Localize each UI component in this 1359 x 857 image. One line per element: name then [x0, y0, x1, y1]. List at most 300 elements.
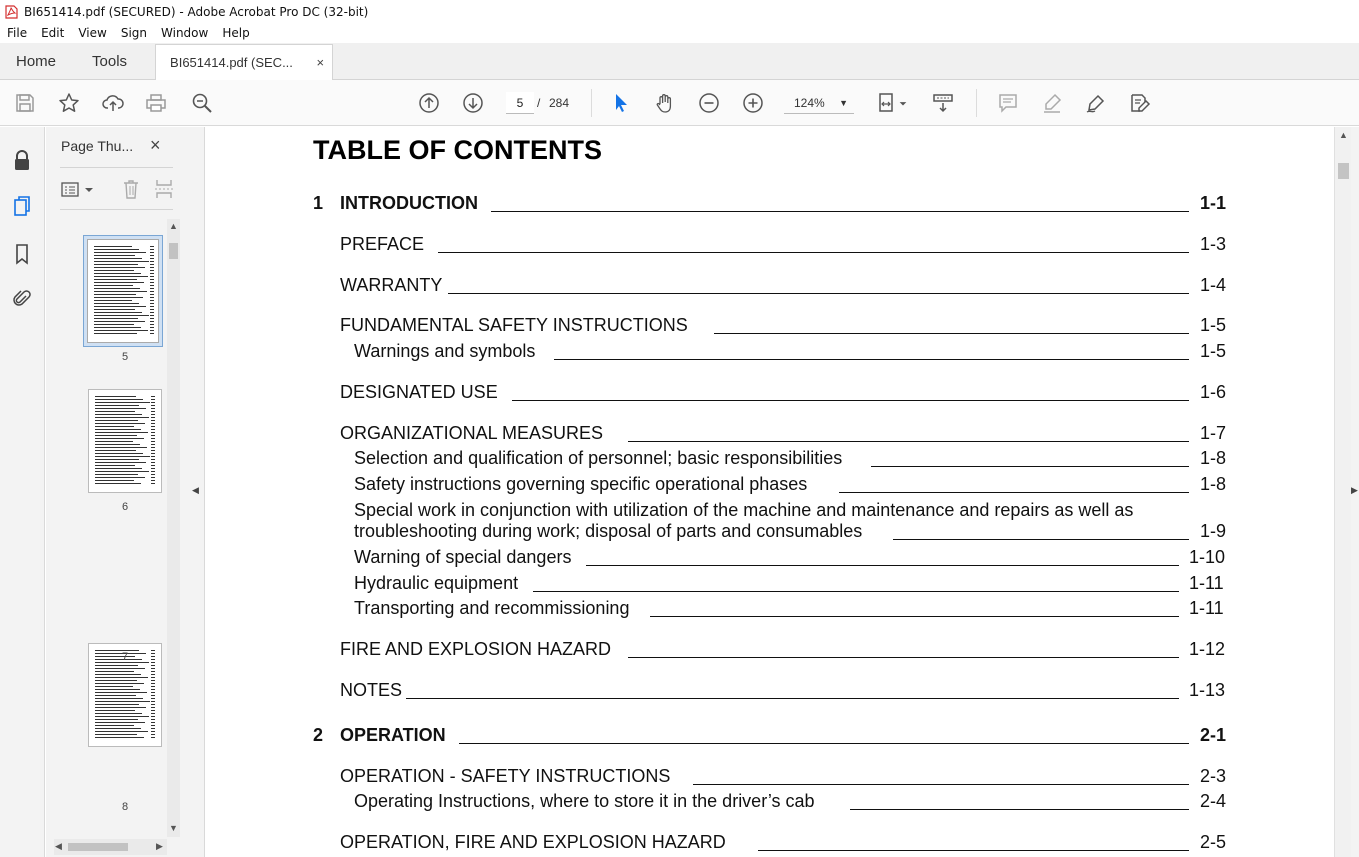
thumbnail-text-line — [151, 722, 155, 723]
toc-entry-link[interactable]: PREFACE — [340, 234, 425, 254]
thumbnail-text-line — [95, 441, 133, 442]
thumbnail-text-line — [151, 731, 155, 732]
thumbnail-text-line — [95, 713, 142, 714]
thumbnail-text-line — [151, 710, 155, 711]
thumbnail-text-line — [150, 261, 154, 262]
thumbnail-text-line — [95, 396, 136, 397]
toc-page-ref: 1-12 — [1189, 639, 1226, 659]
thumbnail-text-line — [94, 279, 137, 280]
toc-page-ref: 1-11 — [1189, 573, 1224, 593]
thumbnail-text-line — [151, 734, 155, 735]
toc-page-ref: 2-1 — [1200, 725, 1227, 745]
toc-leader-line — [650, 616, 1179, 617]
thumbnail-text-line — [151, 444, 155, 445]
toc-leader-line — [839, 492, 1189, 493]
toc-leader-line — [533, 591, 1179, 592]
thumbnail-text-line — [151, 468, 155, 469]
scroll-left-icon[interactable]: ◀ — [55, 841, 62, 851]
tab-close-icon[interactable]: × — [316, 55, 325, 70]
thumbnail-text-line — [151, 671, 155, 672]
page-thumbnails-panel — [46, 127, 185, 857]
bookmark-icon[interactable] — [10, 242, 34, 266]
thumbnail-text-line — [95, 674, 141, 675]
menu-help[interactable]: Help — [222, 26, 250, 40]
thumbnail-text-line — [94, 285, 133, 286]
thumbnail-text-line — [94, 297, 143, 298]
select-cursor-icon[interactable] — [609, 91, 633, 115]
thumbnail-text-line — [151, 405, 155, 406]
thumbnail-text-line — [151, 474, 155, 475]
thumbnail-text-line — [95, 716, 149, 717]
thumbnail-text-line — [150, 258, 154, 259]
toc-leader-line — [628, 441, 1189, 442]
thumbnail-text-line — [151, 450, 155, 451]
toc-leader-line — [893, 539, 1189, 540]
panel-divider — [60, 209, 173, 210]
thumbnail-text-line — [151, 704, 155, 705]
pdf-app-icon — [4, 5, 18, 19]
thumbnail-text-line — [94, 264, 138, 265]
thumbnail-hscrollbar[interactable] — [54, 839, 167, 855]
toc-section-number: 1 — [313, 193, 324, 213]
thumbnail-text-line — [151, 728, 155, 729]
page-thumbnail-label: 5 — [121, 351, 129, 363]
thumbnail-text-line — [150, 282, 154, 283]
page-thumbnail[interactable] — [83, 235, 163, 347]
thumbnail-text-line — [151, 447, 155, 448]
toc-entry-link[interactable]: Special work in conjunction with utilization of the machine and maintenance and repairs as well as — [354, 500, 1134, 520]
toc-entry-link[interactable]: Operating Instructions, where to store it in the driver’s cab — [354, 791, 815, 811]
thumbnail-text-line — [151, 432, 155, 433]
thumbnail-text-line — [151, 725, 155, 726]
thumbnail-text-line — [150, 294, 154, 295]
thumbnail-text-line — [151, 396, 155, 397]
scroll-up-icon[interactable]: ▲ — [1339, 130, 1348, 140]
thumbnail-text-line — [151, 665, 155, 666]
next-page-icon[interactable] — [461, 91, 485, 115]
list-options-icon — [61, 181, 97, 199]
menu-edit[interactable]: Edit — [41, 26, 65, 40]
thumbnail-text-line — [150, 288, 154, 289]
thumbnail-text-line — [95, 453, 143, 454]
page-total: 284 — [549, 96, 570, 110]
scrollbar-thumb[interactable] — [68, 843, 128, 851]
extract-pages-icon[interactable] — [154, 178, 174, 200]
toc-page-ref: 1-1 — [1200, 193, 1227, 213]
zoom-out-icon[interactable] — [697, 91, 721, 115]
thumbnail-text-line — [150, 291, 154, 292]
toc-section-number: 2 — [313, 725, 324, 745]
thumbnail-text-line — [94, 324, 134, 325]
thumbnail-text-line — [95, 665, 138, 666]
window-title: BI651414.pdf (SECURED) - Adobe Acrobat Pro DC (32-bit) — [24, 4, 369, 19]
thumbnail-text-line — [95, 683, 144, 684]
thumbnail-text-line — [151, 408, 155, 409]
thumbnail-text-line — [95, 435, 137, 436]
thumbnail-text-line — [151, 674, 155, 675]
thumbnail-text-line — [95, 719, 138, 720]
thumbnail-text-line — [151, 677, 155, 678]
toc-leader-line — [491, 211, 1189, 212]
thumbnail-text-line — [95, 695, 136, 696]
thumbnail-text-line — [151, 480, 155, 481]
thumbnail-text-line — [151, 683, 155, 684]
thumbnail-text-line — [151, 459, 155, 460]
thumbnail-text-line — [151, 435, 155, 436]
thumbnail-text-line — [150, 264, 154, 265]
panel-title: Page Thu... — [61, 138, 134, 154]
thumbnail-text-line — [95, 462, 146, 463]
thumbnail-text-line — [94, 318, 138, 319]
thumbnail-text-line — [95, 701, 150, 702]
thumbnail-text-line — [95, 474, 138, 475]
toc-page-ref: 1-10 — [1189, 547, 1226, 567]
thumbnail-text-line — [151, 423, 155, 424]
thumbnail-text-line — [95, 734, 137, 735]
thumbnail-options-menu[interactable] — [61, 179, 97, 201]
toc-entry-link[interactable]: OPERATION - SAFETY INSTRUCTIONS — [340, 766, 671, 786]
left-rail — [0, 127, 45, 857]
thumbnail-text-line — [151, 662, 155, 663]
thumbnail-text-line — [151, 438, 155, 439]
thumbnail-text-line — [95, 459, 139, 460]
thumbnail-text-line — [94, 270, 134, 271]
edit-text-icon[interactable] — [1128, 91, 1152, 115]
thumbnail-text-line — [150, 273, 154, 274]
thumbnail-text-line — [151, 737, 155, 738]
thumbnail-text-line — [95, 456, 150, 457]
thumbnail-text-line — [151, 656, 155, 657]
thumbnail-text-line — [95, 722, 145, 723]
thumbnail-text-line — [150, 255, 154, 256]
toc-page-ref: 1-8 — [1200, 474, 1227, 494]
scroll-up-icon[interactable]: ▲ — [169, 221, 178, 231]
thumbnail-text-line — [95, 399, 143, 400]
thumbnail-text-line — [150, 285, 154, 286]
toc-page-ref: 1-6 — [1200, 382, 1227, 402]
thumbnail-text-line — [151, 417, 155, 418]
toolbar-divider — [976, 89, 977, 117]
thumbnail-text-line — [151, 713, 155, 714]
thumbnail-text-line — [150, 246, 154, 247]
toc-leader-line — [459, 743, 1189, 744]
toc-leader-line — [448, 293, 1189, 294]
expand-right-icon: ▶ — [1351, 485, 1358, 495]
thumbnail-text-line — [95, 468, 142, 469]
toc-leader-line — [758, 850, 1189, 851]
tab-home[interactable]: Home — [16, 52, 57, 70]
thumbnail-text-line — [95, 689, 140, 690]
toc-entry-link[interactable]: NOTES — [340, 680, 403, 700]
thumbnail-text-line — [94, 315, 149, 316]
draw-pen-icon[interactable] — [1084, 91, 1108, 115]
toc-leader-line — [850, 809, 1189, 810]
toc-entry-link[interactable]: ORGANIZATIONAL MEASURES — [340, 423, 604, 443]
toc-leader-line — [693, 784, 1189, 785]
delete-page-icon[interactable] — [121, 178, 141, 200]
zoom-level-value: 124% — [794, 96, 825, 110]
thumbnail-text-line — [151, 411, 155, 412]
toc-entry-link[interactable]: FUNDAMENTAL SAFETY INSTRUCTIONS — [340, 315, 688, 335]
thumbnail-text-line — [151, 680, 155, 681]
tab-tools[interactable]: Tools — [92, 52, 128, 70]
thumbnail-text-line — [150, 324, 154, 325]
thumbnail-text-line — [151, 653, 155, 654]
thumbnail-text-line — [150, 303, 154, 304]
thumbnail-text-line — [151, 668, 155, 669]
document-scrollbar[interactable] — [1334, 127, 1351, 857]
thumbnail-text-line — [151, 477, 155, 478]
scroll-mode-icon[interactable] — [931, 91, 955, 115]
toc-entry-link[interactable]: FIRE AND EXPLOSION HAZARD — [340, 639, 612, 659]
thumbnail-text-line — [151, 465, 155, 466]
thumbnail-text-line — [150, 309, 154, 310]
toc-page-ref: 1-11 — [1189, 598, 1224, 618]
thumbnail-text-line — [95, 429, 141, 430]
toc-page-ref: 1-13 — [1189, 680, 1226, 700]
thumbnail-text-line — [95, 728, 141, 729]
thumbnail-text-line — [94, 300, 132, 301]
thumbnail-text-line — [151, 453, 155, 454]
thumbnail-text-line — [95, 423, 145, 424]
toc-leader-line — [871, 466, 1189, 467]
toc-section-link[interactable]: OPERATION — [340, 725, 446, 745]
thumbnail-text-line — [94, 327, 141, 328]
page-thumbnail[interactable] — [88, 389, 162, 493]
toc-entry-link[interactable]: Warning of special dangers — [354, 547, 572, 567]
thumbnail-text-line — [151, 420, 155, 421]
print-icon[interactable] — [144, 91, 168, 115]
thumbnail-text-line — [95, 692, 147, 693]
page-thumbnail-image — [87, 239, 159, 343]
toc-leader-line — [406, 698, 1179, 699]
thumbnail-text-line — [95, 411, 135, 412]
thumbnail-text-line — [150, 270, 154, 271]
thumbnail-scrollbar[interactable] — [167, 219, 180, 837]
thumbnail-text-line — [95, 668, 145, 669]
toc-page-ref: 2-4 — [1200, 791, 1227, 811]
menu-file[interactable]: File — [7, 26, 28, 40]
thumbnail-text-line — [151, 429, 155, 430]
thumbnail-text-line — [94, 312, 142, 313]
thumbnail-text-line — [151, 707, 155, 708]
toc-page-ref: 2-3 — [1200, 766, 1227, 786]
thumbnail-text-line — [95, 704, 139, 705]
thumbnail-text-line — [150, 297, 154, 298]
toc-entry-link[interactable]: Selection and qualification of personnel; basic responsibilities — [354, 448, 843, 468]
thumbnail-text-line — [95, 408, 146, 409]
thumbnail-text-line — [151, 483, 155, 484]
toolbar — [0, 80, 1359, 126]
toc-page-ref: 1-5 — [1200, 315, 1227, 335]
page-separator: / — [537, 96, 541, 110]
thumbnail-text-line — [150, 249, 154, 250]
thumbnail-text-line — [151, 686, 155, 687]
thumbnail-text-line — [94, 282, 144, 283]
thumbnail-text-line — [95, 420, 138, 421]
thumbnail-text-line — [151, 650, 155, 651]
thumbnail-text-line — [151, 716, 155, 717]
toc-page-ref: 1-8 — [1200, 448, 1227, 468]
thumbnail-text-line — [151, 414, 155, 415]
thumbnail-text-line — [95, 680, 137, 681]
document-view[interactable] — [206, 127, 1334, 857]
scroll-down-icon[interactable]: ▼ — [169, 823, 178, 833]
thumbnail-text-line — [95, 671, 134, 672]
toc-page-ref: 1-4 — [1200, 275, 1227, 295]
panel-close-icon[interactable]: × — [150, 135, 161, 155]
thumbnail-text-line — [150, 267, 154, 268]
thumbnail-text-line — [95, 450, 136, 451]
thumbnail-text-line — [150, 276, 154, 277]
collapse-left-icon: ◀ — [192, 485, 199, 495]
page-fit-chevron-icon[interactable] — [897, 91, 909, 115]
thumbnail-text-line — [95, 405, 139, 406]
right-pane-handle[interactable] — [1351, 127, 1359, 857]
thumbnail-text-line — [94, 273, 141, 274]
thumbnail-text-line — [151, 692, 155, 693]
thumbnail-text-line — [150, 252, 154, 253]
thumbnail-text-line — [151, 698, 155, 699]
thumbnail-text-line — [151, 441, 155, 442]
previous-page-icon[interactable] — [417, 91, 441, 115]
page-thumbnails-icon[interactable] — [10, 194, 34, 218]
save-icon[interactable] — [13, 91, 37, 115]
toc-section-link[interactable]: INTRODUCTION — [340, 193, 478, 213]
thumbnail-text-line — [95, 480, 134, 481]
thumbnail-text-line — [94, 261, 149, 262]
chevron-down-icon: ▼ — [839, 98, 848, 108]
tab-document[interactable] — [155, 44, 333, 80]
tab-document-label: BI651414.pdf (SEC... — [170, 55, 293, 70]
thumbnail-text-line — [150, 333, 154, 334]
menu-sign[interactable]: Sign — [120, 26, 148, 40]
page-thumbnail-label: 7 — [121, 651, 129, 663]
thumbnail-text-line — [95, 444, 140, 445]
thumbnail-text-line — [151, 719, 155, 720]
toc-page-ref: 1-7 — [1200, 423, 1227, 443]
thumbnail-text-line — [151, 701, 155, 702]
thumbnail-text-line — [94, 330, 148, 331]
toc-entry-link[interactable]: WARRANTY — [340, 275, 443, 295]
page-number-input[interactable]: 5 — [506, 92, 534, 114]
panel-divider — [60, 167, 173, 168]
hand-tool-icon[interactable] — [653, 91, 677, 115]
thumbnail-text-line — [150, 327, 154, 328]
thumbnail-text-line — [95, 707, 146, 708]
toc-entry-link[interactable]: Transporting and recommissioning — [354, 598, 630, 618]
zoom-search-icon[interactable] — [190, 91, 214, 115]
thumbnail-text-line — [150, 318, 154, 319]
thumbnail-text-line — [151, 456, 155, 457]
thumbnail-text-line — [94, 258, 142, 259]
thumbnail-text-line — [95, 483, 141, 484]
thumbnail-text-line — [95, 432, 148, 433]
thumbnail-text-line — [95, 710, 135, 711]
thumbnail-text-line — [95, 725, 134, 726]
toc-leader-line — [554, 359, 1189, 360]
toc-leader-line — [512, 400, 1189, 401]
panel-collapse-handle[interactable] — [185, 127, 205, 857]
thumbnail-text-line — [94, 333, 137, 334]
toc-page-ref: 1-5 — [1200, 341, 1227, 361]
thumbnail-text-line — [94, 303, 139, 304]
thumbnail-text-line — [95, 677, 148, 678]
menu-view[interactable]: View — [78, 26, 107, 40]
menu-window[interactable]: Window — [161, 26, 209, 40]
toc-title: TABLE OF CONTENTS — [313, 135, 602, 165]
zoom-level-dropdown[interactable] — [784, 92, 854, 114]
tab-bar — [0, 43, 1359, 80]
toc-entry-link[interactable]: Warnings and symbols — [354, 341, 536, 361]
thumbnail-text-line — [94, 291, 147, 292]
toc-page-ref: 1-9 — [1200, 521, 1227, 541]
thumbnail-text-line — [151, 399, 155, 400]
scrollbar-thumb[interactable] — [1338, 163, 1349, 179]
thumbnail-text-line — [95, 686, 133, 687]
thumbnail-text-line — [150, 321, 154, 322]
thumbnail-text-line — [151, 695, 155, 696]
thumbnail-text-line — [95, 465, 135, 466]
thumbnail-text-line — [95, 471, 149, 472]
thumbnail-text-line — [94, 309, 135, 310]
thumbnail-list — [46, 219, 167, 837]
highlight-pen-icon[interactable] — [1040, 91, 1064, 115]
toc-leader-line — [586, 565, 1179, 566]
title-bar — [0, 0, 1359, 23]
thumbnail-text-line — [150, 306, 154, 307]
toc-leader-line — [628, 657, 1179, 658]
toc-page-ref: 1-3 — [1200, 234, 1227, 254]
toolbar-divider — [591, 89, 592, 117]
comment-icon[interactable] — [996, 91, 1020, 115]
thumbnail-text-line — [150, 279, 154, 280]
attachment-icon[interactable] — [10, 287, 34, 311]
thumbnail-text-line — [94, 249, 139, 250]
toc-entry-link[interactable]: Safety instructions governing specific operational phases — [354, 474, 808, 494]
upload-cloud-icon[interactable] — [101, 91, 125, 115]
menu-bar — [0, 23, 1359, 43]
thumbnail-text-line — [94, 246, 132, 247]
toc-leader-line — [714, 333, 1189, 334]
lock-icon[interactable] — [10, 148, 34, 172]
toc-entry-link[interactable]: OPERATION, FIRE AND EXPLOSION HAZARD — [340, 832, 726, 852]
thumbnail-text-line — [94, 255, 135, 256]
toc-entry-link[interactable]: Hydraulic equipment — [354, 573, 519, 593]
thumbnail-text-line — [95, 417, 149, 418]
toc-page-ref: 2-5 — [1200, 832, 1227, 852]
toc-leader-line — [438, 252, 1189, 253]
thumbnail-text-line — [94, 276, 148, 277]
toc-entry-link[interactable]: troubleshooting during work; disposal of parts and consumables — [354, 521, 863, 541]
thumbnail-text-line — [151, 689, 155, 690]
page-thumbnail-label: 8 — [121, 801, 129, 813]
scrollbar-thumb[interactable] — [169, 243, 178, 259]
thumbnail-text-line — [95, 447, 147, 448]
thumbnail-text-line — [151, 462, 155, 463]
star-icon[interactable] — [57, 91, 81, 115]
toc-entry-link[interactable]: DESIGNATED USE — [340, 382, 498, 402]
thumbnail-text-line — [95, 414, 142, 415]
thumbnail-text-line — [151, 426, 155, 427]
thumbnail-text-line — [94, 321, 145, 322]
thumbnail-text-line — [95, 731, 148, 732]
thumbnail-text-line — [95, 737, 144, 738]
scroll-right-icon[interactable]: ▶ — [156, 841, 163, 851]
thumbnail-text-line — [150, 315, 154, 316]
thumbnail-text-line — [94, 252, 146, 253]
zoom-in-icon[interactable] — [741, 91, 765, 115]
